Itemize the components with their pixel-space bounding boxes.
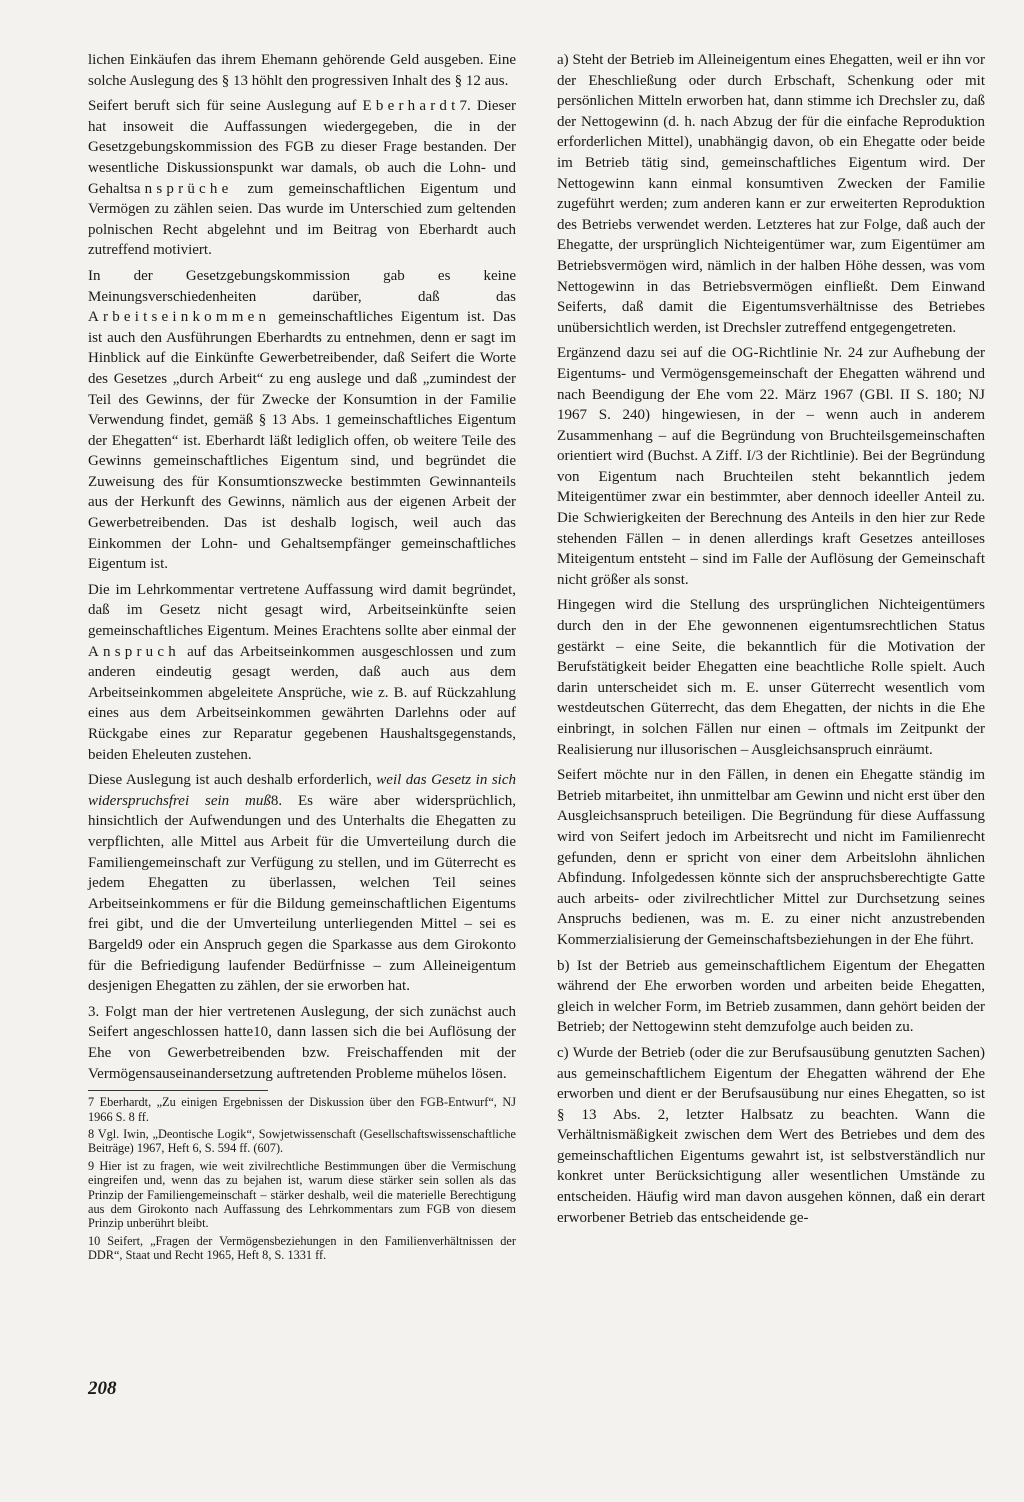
paragraph: a) Steht der Betrieb im Alleineigentum eines Ehegatten, weil er ihn vor der Eheschließung oder durch Erbschaft, Schenkung oder mit persönlichen Mitteln erworben hat, dann stimme ich Drechsler zu, daß der Nettogewinn (d. h. nach Abzug der für die einfache Reproduktion erforderlichen Mittel), unabhängig davon, ob ein Ehegatte oder beide im Betrieb tätig sind, gemeinschaftliches Eigentum wird. Der Nettogewinn kann einmal konsumtiven Zwecken der Familie zugeführt werden; zum anderen kann er zur erweiterten Reproduktion des Betriebs verwendet werden. Letzteres hat zur Folge, daß auch der Ehegatte, der ursprünglich Nichteigentümer war, zum Eigentümer am Betriebsvermögen wird, nämlich in der halben Höhe dessen, was vom Nettogewinn in das Betriebsvermögen einfließt. Dem Einwand Seiferts, daß damit die Eigentumsverhältnisse des Betriebes unübersichtlich werden, ist Drechsler zutreffend entgegengetreten.	[557, 52, 985, 336]
text-run: Die im Lehrkommentar vertretene Auffassung wird damit begründet, daß im Gesetz nicht gesagt wird, Arbeitseinkünfte seien gemeinschaftliches Eigentum. Meines Erachtens sollte aber einmal der	[88, 581, 516, 640]
text-run: zum gemeinschaftlichen Eigentum und Vermögen zu zählen seien. Das wurde im Unterschied zum geltenden polnischen Recht abgelehnt und im Beitrag von Eberhardt auch zutreffend motiviert.	[88, 180, 516, 259]
text-run: Diese Auslegung ist auch deshalb erforderlich,	[88, 772, 377, 789]
footnote-8: 8 Vgl. Iwin, „Deontische Logik“, Sowjetwissenschaft (Gesellschaftswissenschaftliche Beiträge) 1967, Heft 6, S. 594 ff. (607).	[88, 1126, 516, 1156]
paragraph	[88, 266, 516, 575]
emphasis-spaced: ansprüche	[133, 180, 233, 197]
footnote-9: 9 Hier ist zu fragen, wie weit zivilrechtliche Bestimmungen über die Vermischung eingreifen und, wenn das zu bejahen ist, warum diese stärker sein sollen als das Prinzip der Familiengemeinschaft – stärker deshalb, weil die materielle Berechtigung aus dem Girokonto nach Auffassung des Lehrkommentars zum FGB von diesem Prinzip unberührt bleibt.	[88, 1158, 516, 1231]
text-run: auf das Arbeitseinkommen ausgeschlossen und zum anderen eindeutig gesagt werden, daß auch aus dem Arbeitseinkommen abgeleitete Ansprüche, wie z. B. auf Rückzahlung eines aus dem Arbeitseinkommen gewährten Darlehns oder auf Rückgabe eines zur Reparatur gegebenen Haushaltsgegenstands, beiden Eheleuten zustehen.	[88, 643, 516, 763]
paragraph: Hingegen wird die Stellung des ursprünglichen Nichteigentümers durch den in der Ehe gewonnenen eigentumsrechtlichen Status gestärkt – eine Seite, die bekanntlich für die Motivation der Berufstätigkeit beider Ehegatten eine beachtliche Rolle spielt. Auch darin unterscheidet sich m. E. unser Güterrecht wesentlich vom westdeutschen Güterrecht, das dem Ehegatten, der nichts in die Ehe einbringt, in solchen Fällen nur einen – oftmals im Zeitpunkt der Realisierung nur illusorischen – Ausgleichsanspruch einräumt.	[557, 597, 985, 758]
paragraph: c) Wurde der Betrieb (oder die zur Berufsausübung genutzten Sachen) aus gemeinschaftlichem Eigentum der Ehegatten während der Ehe erworben und dient er der Berufsausübung nur eines Ehegatten, so ist § 13 Abs. 2, letzter Halbsatz zu beachten. Wann die Verhältnismäßigkeit zwischen dem Wert des Betriebes und dem des gemeinschaftlichen Eigentums gewahrt ist, ist selbstverständlich nur konkret unter Berücksichtigung aller wesentlichen Umstände zu entscheiden. Häufig wird man davon ausgehen können, daß ein derart erworbener Betrieb das entscheidende ge-	[557, 1044, 985, 1226]
text-run: gemeinschaftliches Eigentum ist. Das ist auch den Ausführungen Eberhardts zu entnehmen, denn er sagt im Hinblick auf die Einkünfte Gewerbetreibender, daß Seifert die Worte des Gesetzes „durch Arbeit“ zu eng auslege und daß „zumindest der Teil des Gewinns, der für Zwecke der Konsumtion in der Familie Verwendung findet, gemäß § 13 Abs. 1 gemeinschaftliches Eigentum der Ehegatten“ ist. Eberhardt läßt lediglich offen, ob weitere Teile des Gewinns gemeinschaftliches Eigentum sind, und begründet die Zuweisung des für Konsumtionszwecke bestimmten Gewinnanteils aus der Herkunft des Gewinns, nämlich aus der eigenen Arbeit der Gewerbetreibenden. Das ist deshalb logisch, weil auch das Einkommen der Lohn- und Gehaltsempfänger gemeinschaftliches Eigentum ist.	[88, 309, 516, 573]
paragraph: Ergänzend dazu sei auf die OG-Richtlinie Nr. 24 zur Aufhebung der Eigentums- und Vermögensgemeinschaft der Ehegatten während und nach Beendigung der Ehe vom 22. März 1967 (GBl. II S. 180; NJ 1967 S. 240) hingewiesen, in der – wenn auch in anderem Zusammenhang – auf die Begründung von Bruchteilsgemeinschaften orientiert wird (Buchst. A Ziff. I/3 der Richtlinie). Bei der Begründung von Eigentum nach Bruchteilen steht bekanntlich jedem Miteigentümer zwar ein bestimmter, aber dennoch ideeller Anteil zu. Die Schwierigkeiten der Berechnung des Anteils in den hier zur Rede stehenden Fällen – in denen allerdings kraft Gesetzes anteilloses Miteigentum entsteht – sind im Falle der Auflösung der Gemeinschaft nicht größer als sonst.	[557, 345, 985, 588]
text-run: Seifert beruft sich für seine Auslegung auf	[88, 98, 363, 115]
paragraph: b) Ist der Betrieb aus gemeinschaftlichem Eigentum der Ehegatten während der Ehe erworben worden und arbeiten beide Ehegatten, gleich in welcher Form, im Betrieb zusammen, dann gehört beiden der Betrieb; der Nettogewinn steht demzufolge auch beiden zu.	[557, 957, 985, 1036]
paragraph: 3. Folgt man der hier vertretenen Auslegung, der sich zunächst auch Seifert angeschlossen hatte10, dann lassen sich die bei Auflösung der Ehe von Gewerbetreibenden bzw. Freischaffenden mit der Vermögensauseinandersetzung auftretenden Probleme mühelos lösen.	[88, 1003, 516, 1082]
paragraph: lichen Einkäufen das ihrem Ehemann gehörende Geld ausgeben. Eine solche Auslegung des § 13 höhlt den progressiven Inhalt des § 12 aus.	[88, 52, 516, 89]
footnote-divider	[88, 1090, 268, 1091]
text-run: 7. Dieser hat insoweit die Auffassungen wiedergegeben, die in der Gesetzgebungskommission des FGB zu dieser Frage bestanden. Der wesentliche Diskussionspunkt war damals, ob auch die Lohn- und Gehalts	[88, 98, 516, 197]
emphasis-spaced: Arbeitseinkommen	[88, 309, 271, 326]
footnote-7: 7 Eberhardt, „Zu einigen Ergebnissen der Diskussion über den FGB-Entwurf“, NJ 1966 S. 8 ff.	[88, 1095, 516, 1124]
paragraph	[88, 580, 516, 765]
right-column	[557, 50, 985, 1233]
footnote-10: 10 Seifert, „Fragen der Vermögensbeziehungen in den Familienverhältnissen der DDR“, Staat und Recht 1965, Heft 8, S. 1331 ff.	[88, 1233, 516, 1263]
text-run: 8. Es wäre aber widersprüchlich, hinsichtlich der Aufwendungen und des Unterhalts die Ehegatten zu verpflichten, alle Mittel aus Arbeit für die Umverteilung durch die Familiengemeinschaft zur Verfügung zu stellen, und im Güterrecht es jedem Ehegatten zu überlassen, welchen Teil seines Arbeitseinkommens er für die Bildung gemeinschaftlichen Eigentums frei gibt, und die der Umverteilung unterliegenden Mittel – sei es Bargeld9 oder ein Anspruch gegen die Sparkasse aus dem Girokonto für die Befriedigung laufender Bedürfnisse – zum Alleineigentum desjenigen Ehegatten zu zählen, der sie erworben hat.	[88, 792, 516, 995]
emphasis-italic: weil das Gesetz in sich widerspruchsfrei sein muß	[88, 772, 517, 809]
emphasis-spaced: Anspruch	[88, 643, 180, 660]
paragraph	[88, 96, 516, 261]
text-run: In der Gesetzgebungskommission gab es keine Meinungsverschiedenheiten darüber, daß das	[88, 267, 516, 305]
page-number: 208	[88, 1378, 117, 1399]
paragraph	[88, 770, 516, 997]
emphasis-spaced: Eberhardt	[362, 98, 460, 115]
left-column	[88, 50, 516, 1266]
paragraph: Seifert möchte nur in den Fällen, in denen ein Ehegatte ständig im Betrieb mitarbeitet, ihn unmittelbar am Gewinn und nicht erst über den Ausgleichsanspruch beteiligen. Die Begründung für diese Auffassung wird von Seifert jedoch im Arbeitsrecht und nicht im Familienrecht gefunden, denn er spricht von einer dem Arbeitslohn ähnlichen Abfindung. Infolgedessen könnte sich der anspruchsberechtigte Gatte auch arbeits- oder zivilrechtlicher Mittel zur Durchsetzung seines Anspruchs bedienen, was m. E. zu einer nicht anzustrebenden Kommerzialisierung der Gemeinschaftsbeziehungen in der Ehe führt.	[557, 767, 985, 948]
